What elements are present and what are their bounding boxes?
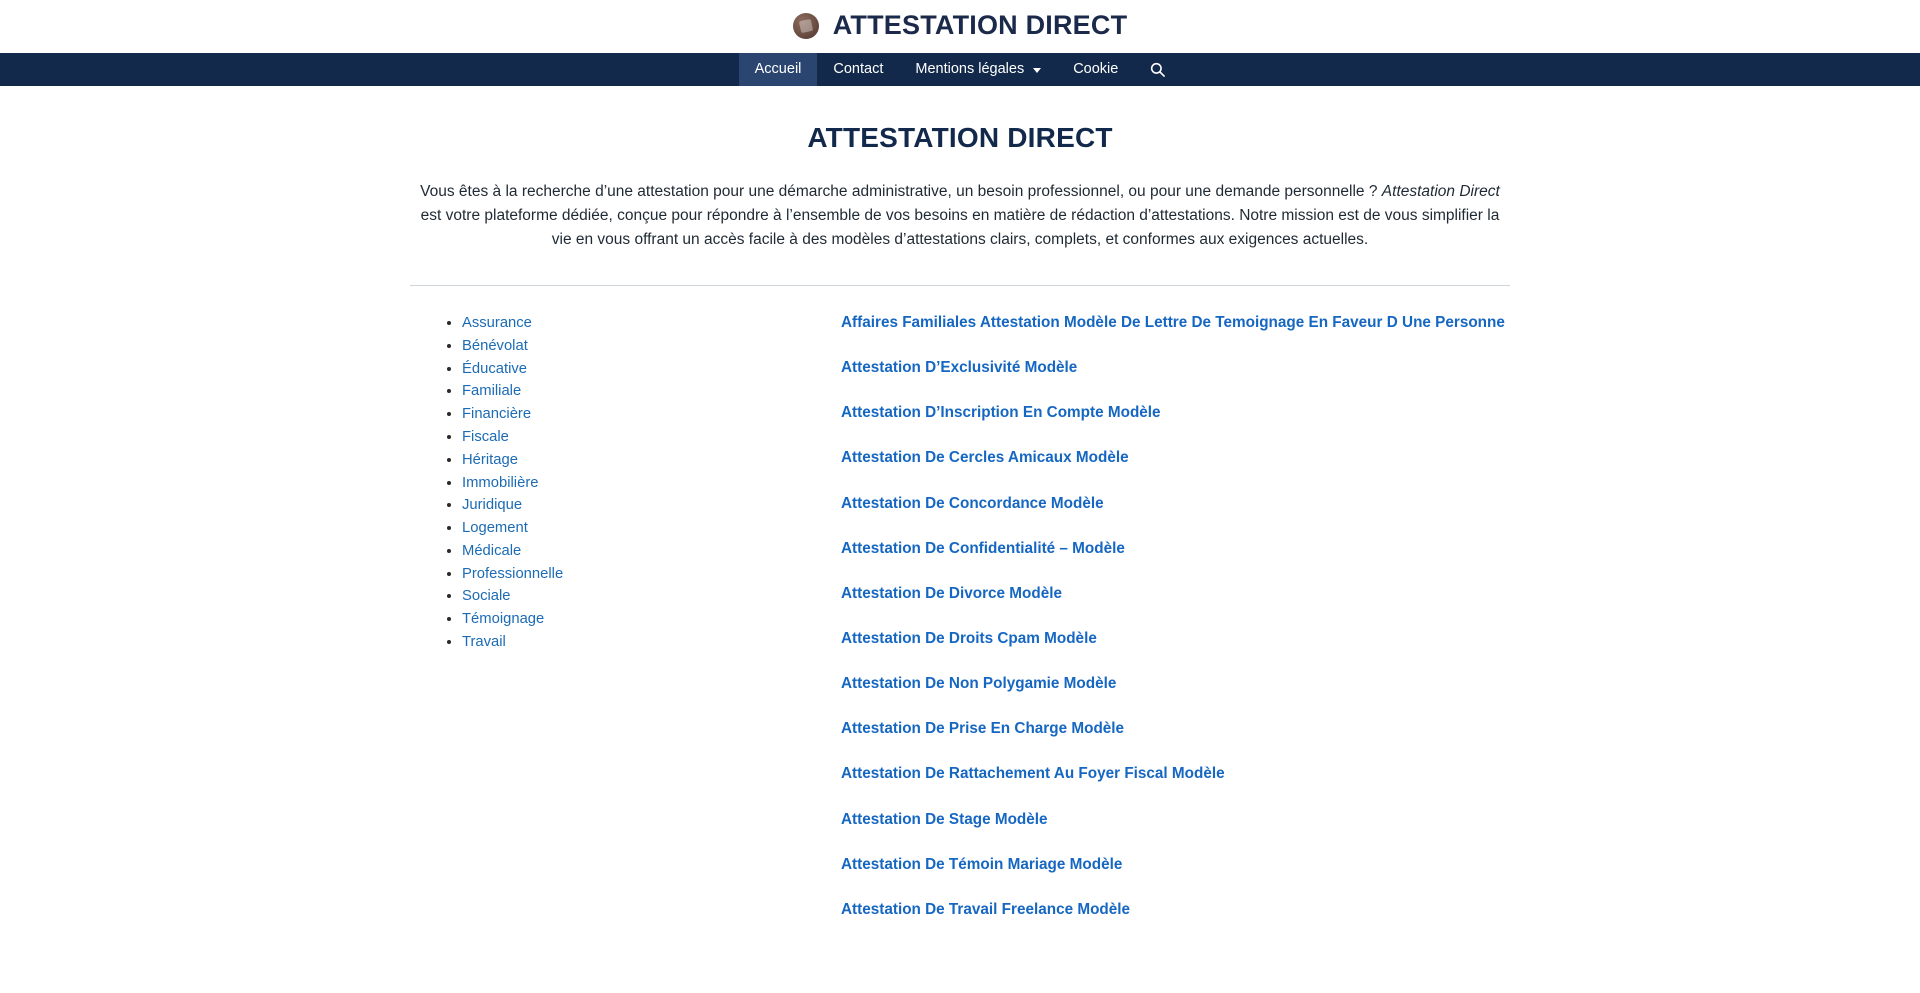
document-link[interactable]: Attestation De Concordance Modèle [841,494,1104,512]
document-link[interactable]: Attestation D’Exclusivité Modèle [841,359,1078,377]
list-item[interactable] [462,633,795,652]
search-icon [1150,62,1165,77]
category-link[interactable]: Travail [462,633,506,650]
list-item[interactable] [462,382,795,401]
intro-paragraph [410,180,1510,252]
content-columns [410,286,1510,919]
document-link[interactable]: Affaires Familiales Attestation Modèle De Lettre De Temoignage En Faveur D Une Personne [841,314,1505,332]
document-link[interactable]: Attestation D’Inscription En Compte Modèle [841,404,1161,422]
list-item[interactable] [462,565,795,584]
category-link[interactable]: Financière [462,406,532,423]
nav-item-mentions-legales[interactable] [899,53,1057,86]
intro-text-part2: est votre plateforme dédiée, conçue pour répondre à l’ensemble de vos besoins en matière de rédaction d’attestations. Notre mission est de vous simplifier la vie en vous offrant un accès facile à des modèles d’attestations clairs, complets, et conformes aux exigences actuelles. [420,207,1500,249]
category-link[interactable]: Sociale [462,588,511,605]
intro-text-part1: Vous êtes à la recherche d’une attestation pour une démarche administrative, un besoin professionnel, ou pour une demande personnelle ? [420,183,1382,200]
category-link[interactable]: Témoignage [462,611,545,628]
list-item[interactable] [462,405,795,424]
coffee-bean-logo-icon [793,13,819,39]
document-link[interactable]: Attestation De Divorce Modèle [841,584,1062,602]
list-item[interactable] [462,428,795,447]
site-header [0,0,1920,53]
category-list [410,314,795,652]
document-link[interactable]: Attestation De Non Polygamie Modèle [841,675,1117,693]
search-toggle-button[interactable] [1134,53,1181,86]
list-item[interactable] [462,496,795,515]
list-item[interactable] [462,451,795,470]
document-link[interactable]: Attestation De Travail Freelance Modèle [841,900,1131,918]
main-content [410,122,1510,959]
list-item[interactable] [462,360,795,379]
list-item[interactable] [462,542,795,561]
nav-list [739,53,1182,86]
category-link[interactable]: Fiscale [462,428,509,445]
list-item[interactable] [462,474,795,493]
document-link[interactable]: Attestation De Droits Cpam Modèle [841,630,1097,648]
category-link[interactable]: Familiale [462,383,522,400]
list-item[interactable] [462,610,795,629]
category-link[interactable]: Immobilière [462,474,539,491]
nav-item-contact[interactable] [817,53,899,86]
site-title: ATTESTATION DIRECT [832,10,1128,40]
category-column [410,314,795,656]
nav-item-label: Accueil [754,61,802,78]
category-link[interactable]: Professionnelle [462,565,564,582]
document-link[interactable]: Attestation De Rattachement Au Foyer Fiscal Modèle [841,765,1225,783]
category-link[interactable]: Assurance [462,315,532,332]
category-link[interactable]: Bénévolat [462,337,528,354]
nav-item-label: Mentions légales [915,61,1025,78]
primary-navigation [0,53,1920,86]
page-title: ATTESTATION DIRECT [807,122,1113,153]
list-item[interactable] [462,314,795,333]
document-link[interactable]: Attestation De Cercles Amicaux Modèle [841,449,1129,467]
category-link[interactable]: Juridique [462,497,523,514]
category-link[interactable]: Éducative [462,360,527,377]
nav-item-accueil[interactable] [739,53,818,86]
chevron-down-icon [1033,68,1041,73]
document-link[interactable]: Attestation De Témoin Mariage Modèle [841,855,1123,873]
document-link[interactable]: Attestation De Confidentialité – Modèle [841,539,1125,557]
category-link[interactable]: Héritage [462,451,518,468]
nav-item-label: Cookie [1073,61,1119,78]
document-link[interactable]: Attestation De Prise En Charge Modèle [841,720,1125,738]
document-column [795,314,1510,919]
list-item[interactable] [462,519,795,538]
intro-emphasis: Attestation Direct [1381,183,1500,200]
category-link[interactable]: Logement [462,520,528,537]
list-item[interactable] [462,337,795,356]
document-link[interactable]: Attestation De Stage Modèle [841,810,1048,828]
list-item[interactable] [462,587,795,606]
nav-item-label: Contact [833,61,884,78]
site-brand[interactable] [793,10,1128,41]
category-link[interactable]: Médicale [462,542,522,559]
nav-item-cookie[interactable] [1057,53,1134,86]
